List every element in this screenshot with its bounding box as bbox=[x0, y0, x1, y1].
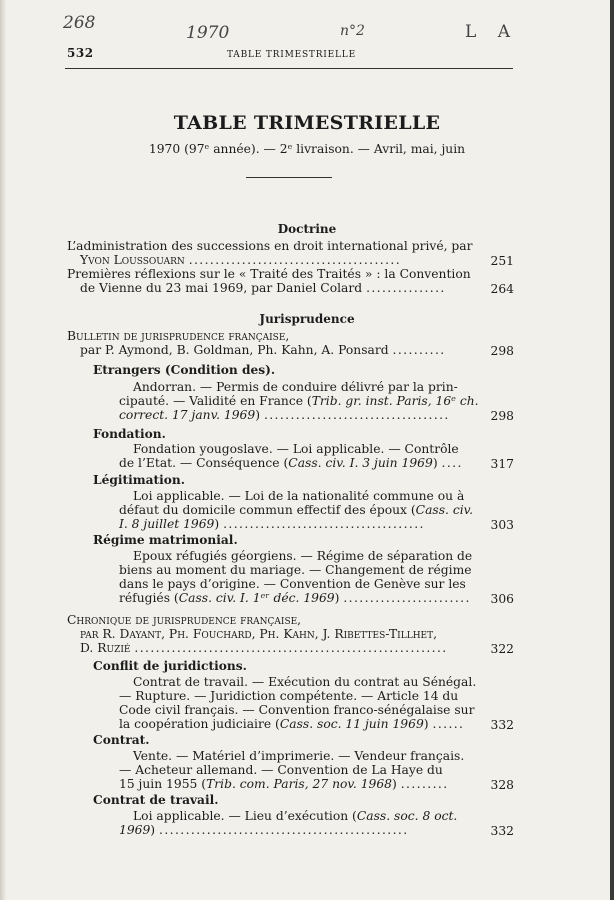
entry-line: défaut du domicile commun effectif des époux (Cass. civ. bbox=[119, 503, 474, 517]
page-ref: 332 bbox=[490, 718, 514, 732]
handwritten-issue: n°2 bbox=[340, 23, 365, 39]
entry-line: dans le pays d’origine. — Convention de Genève sur les bbox=[119, 577, 466, 591]
subheading: Contrat. bbox=[93, 733, 150, 747]
page-ref: 298 bbox=[490, 344, 514, 358]
entry-line: biens au moment du mariage. — Changement de régime bbox=[119, 563, 472, 577]
entry-line: Loi applicable. — Lieu d’exécution (Cass. soc. 8 oct. bbox=[133, 809, 458, 823]
entry-line: réfugiés (Cass. civ. I. 1ᵉʳ déc. 1969) ........................ bbox=[119, 591, 471, 605]
subheading: Etrangers (Condition des). bbox=[93, 363, 276, 377]
handwritten-code: L A bbox=[465, 22, 518, 42]
page-spine-shadow bbox=[0, 0, 6, 900]
entry-line: Yvon Loussouarn ........................................ bbox=[80, 253, 402, 267]
page-ref: 306 bbox=[490, 592, 514, 606]
entry-line: Chronique de jurisprudence française, bbox=[67, 613, 302, 627]
entry-line: cipauté. — Validité en France (Trib. gr. inst. Paris, 16ᵉ ch. bbox=[119, 394, 479, 408]
page-ref: 264 bbox=[490, 282, 514, 296]
entry-line: de l’Etat. — Conséquence (Cass. civ. I. 3 juin 1969) .... bbox=[119, 456, 463, 470]
subheading: Régime matrimonial. bbox=[93, 533, 238, 547]
page-title: TABLE TRIMESTRIELLE bbox=[173, 112, 441, 134]
page-subtitle: 1970 (97ᵉ année). — 2ᵉ livraison. — Avril, mai, juin bbox=[148, 142, 466, 156]
entry-line: par P. Aymond, B. Goldman, Ph. Kahn, A. Ponsard .......... bbox=[80, 343, 446, 357]
page-ref: 317 bbox=[490, 457, 514, 471]
page-ref: 328 bbox=[490, 778, 514, 792]
handwritten-year: 1970 bbox=[186, 23, 230, 43]
entry-line: Vente. — Matériel d’imprimerie. — Vendeur français. bbox=[133, 749, 465, 763]
subheading: Conflit de juridictions. bbox=[93, 659, 247, 673]
entry-line: Contrat de travail. — Exécution du contrat au Sénégal. bbox=[133, 675, 477, 689]
title-rule bbox=[246, 177, 332, 178]
running-head: TABLE TRIMESTRIELLE bbox=[227, 50, 356, 60]
entry-line: L’administration des successions en droit international privé, par bbox=[67, 239, 473, 253]
entry-line: I. 8 juillet 1969) ...................................... bbox=[119, 517, 425, 531]
header-rule bbox=[65, 68, 513, 69]
page-edge bbox=[610, 0, 614, 900]
page-ref: 332 bbox=[490, 824, 514, 838]
entry-line: 1969) ............................................... bbox=[119, 823, 409, 837]
entry-line: la coopération judiciaire (Cass. soc. 11 juin 1969) ...... bbox=[119, 717, 465, 731]
page-ref: 322 bbox=[490, 642, 514, 656]
entry-line: Premières réflexions sur le « Traité des Traités » : la Convention bbox=[67, 267, 471, 281]
entry-line: correct. 17 janv. 1969) ................................... bbox=[119, 408, 450, 422]
entry-line: par R. Dayant, Ph. Fouchard, Ph. Kahn, J. Ribettes-Tillhet, bbox=[80, 627, 438, 641]
subheading: Légitimation. bbox=[93, 473, 186, 487]
entry-line: 15 juin 1955 (Trib. com. Paris, 27 nov. 1968) ......... bbox=[119, 777, 449, 791]
entry-line: Code civil français. — Convention franco-sénégalaise sur bbox=[119, 703, 475, 717]
entry-line: Bulletin de jurisprudence française, bbox=[67, 329, 290, 343]
section-jurisprudence: Jurisprudence bbox=[259, 312, 355, 326]
page-number: 532 bbox=[67, 46, 94, 60]
entry-line: de Vienne du 23 mai 1969, par Daniel Colard ............... bbox=[80, 281, 446, 295]
subheading: Fondation. bbox=[93, 427, 166, 441]
handwritten-ref: 268 bbox=[63, 13, 96, 33]
entry-line: Fondation yougoslave. — Loi applicable. — Contrôle bbox=[133, 442, 459, 456]
entry-line: Loi applicable. — Loi de la nationalité commune ou à bbox=[133, 489, 465, 503]
page-ref: 303 bbox=[490, 518, 514, 532]
entry-line: — Acheteur allemand. — Convention de La Haye du bbox=[119, 763, 443, 777]
entry-line: D. Ruzié ........................................................... bbox=[80, 641, 448, 655]
page-ref: 298 bbox=[490, 409, 514, 423]
section-doctrine: Doctrine bbox=[277, 222, 337, 236]
entry-line: Epoux réfugiés géorgiens. — Régime de séparation de bbox=[133, 549, 473, 563]
entry-line: Andorran. — Permis de conduire délivré par la prin- bbox=[133, 380, 458, 394]
entry-line: — Rupture. — Juridiction compétente. — Article 14 du bbox=[119, 689, 459, 703]
subheading: Contrat de travail. bbox=[93, 793, 219, 807]
page-ref: 251 bbox=[490, 254, 514, 268]
